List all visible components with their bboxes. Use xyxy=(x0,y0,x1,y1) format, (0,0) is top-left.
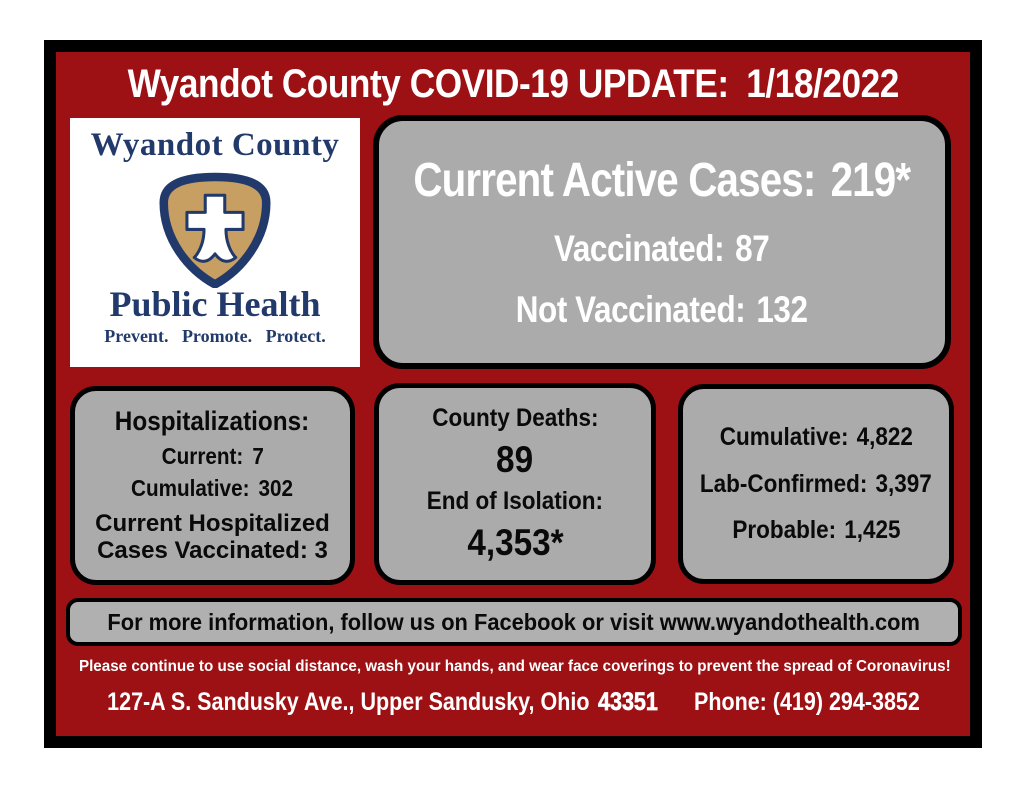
logo-tagline: Prevent. Promote. Protect. xyxy=(104,325,326,346)
vaccinated-label: Vaccinated: xyxy=(554,227,725,269)
hosp-current-row xyxy=(156,441,270,473)
page-title xyxy=(56,58,970,110)
not-vaccinated-line xyxy=(490,289,833,331)
logo-card xyxy=(70,118,360,367)
covid-notice xyxy=(56,658,970,676)
shield-cross-icon xyxy=(151,166,279,288)
active-cases-label: Current Active Cases: xyxy=(413,153,816,207)
county-deaths-label: County Deaths: xyxy=(431,404,599,432)
totals-cumulative-row xyxy=(709,423,924,452)
totals-lab-row xyxy=(687,470,945,499)
contact-line xyxy=(56,688,970,717)
active-cases-panel xyxy=(373,115,951,369)
info-bar-text: For more information, follow us on Facebook or visit www.wyandothealth.com xyxy=(107,608,921,635)
not-vaccinated-value: 132 xyxy=(756,289,808,331)
info-bar xyxy=(66,598,962,646)
totals-probable-value: 1,425 xyxy=(843,516,901,545)
deaths-panel xyxy=(374,383,656,585)
active-cases-value: 219* xyxy=(830,153,911,207)
county-deaths-value: 89 xyxy=(496,439,534,480)
active-cases-line xyxy=(366,153,958,208)
end-of-isolation-value: 4,353* xyxy=(466,522,564,563)
phone-number: Phone: (419) 294-3852 xyxy=(693,688,920,716)
not-vaccinated-label: Not Vaccinated: xyxy=(516,289,746,331)
hosp-cumulative-label: Cumulative: xyxy=(131,474,250,501)
totals-cumulative-label: Cumulative: xyxy=(719,422,849,451)
vaccinated-line xyxy=(535,228,788,270)
totals-lab-label: Lab-Confirmed: xyxy=(700,469,868,498)
hosp-vaccinated-note xyxy=(82,511,344,565)
hosp-current-value: 7 xyxy=(252,442,264,469)
case-totals-panel xyxy=(678,384,954,584)
totals-lab-value: 3,397 xyxy=(875,469,932,498)
totals-cumulative-value: 4,822 xyxy=(856,422,913,451)
street-address: 127-A S. Sandusky Ave., Upper Sandusky, Ohio xyxy=(106,688,589,716)
covid-notice-text: Please continue to use social distance, wash your hands, and wear face coverings to prevent the spread of Coronavirus! xyxy=(78,658,951,675)
update-date: 1/18/2022 xyxy=(746,61,899,106)
hospitalizations-panel xyxy=(70,386,355,585)
hosp-cumulative-value: 302 xyxy=(258,474,294,501)
totals-probable-label: Probable: xyxy=(731,516,836,545)
flyer-background xyxy=(44,40,982,748)
hosp-vaccinated-note-label: Current Hospitalized Cases Vaccinated: xyxy=(95,510,330,565)
hosp-vaccinated-note-value: 3 xyxy=(314,537,328,565)
hosp-current-label: Current: xyxy=(161,442,244,469)
end-of-isolation-label: End of Isolation: xyxy=(426,487,604,515)
hospitalizations-heading: Hospitalizations: xyxy=(115,405,310,436)
totals-probable-row xyxy=(723,516,910,545)
vaccinated-value: 87 xyxy=(735,227,770,269)
logo-public-health: Public Health xyxy=(109,283,321,324)
title-text: Wyandot County COVID-19 UPDATE: xyxy=(127,61,729,106)
zip-code: 43351 xyxy=(597,688,658,716)
hosp-cumulative-row xyxy=(122,473,302,505)
logo-org-name: Wyandot County xyxy=(90,127,340,163)
